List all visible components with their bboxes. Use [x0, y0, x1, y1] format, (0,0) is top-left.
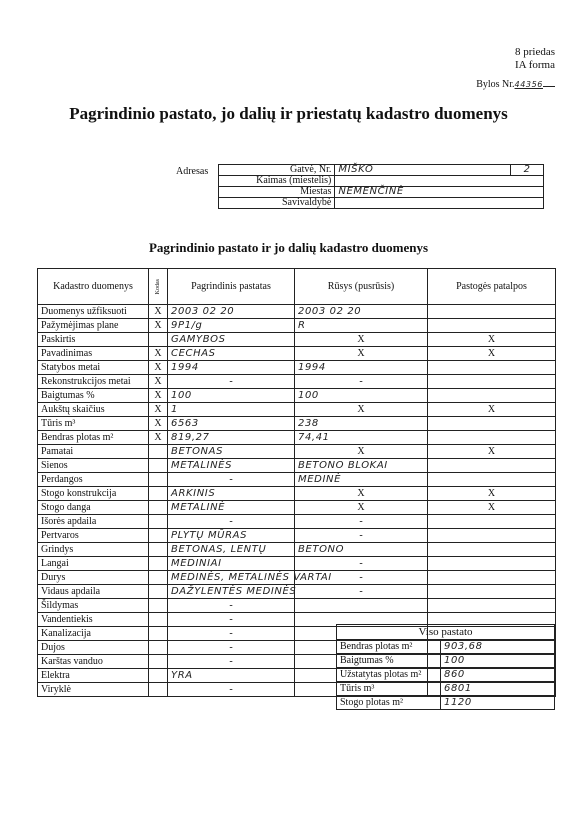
- viso-row: [337, 682, 555, 696]
- row-pastoge: [428, 599, 556, 613]
- table-row: [38, 389, 556, 403]
- row-kodas: [149, 613, 168, 627]
- table-header-row: [38, 269, 556, 305]
- address-row-value: [335, 176, 544, 187]
- table-row: [38, 445, 556, 459]
- address-row: [219, 176, 544, 187]
- row-kodas: X: [149, 305, 168, 319]
- row-label: Kanalizacija: [38, 627, 149, 641]
- table-row: [38, 543, 556, 557]
- row-pagrindinis: 9P1/g: [168, 319, 295, 333]
- address-row-number: 2: [511, 165, 544, 176]
- bylos-line: [476, 78, 555, 91]
- row-label: Karštas vanduo: [38, 655, 149, 669]
- table-row: [38, 417, 556, 431]
- row-kodas: X: [149, 347, 168, 361]
- viso-row-value: 1120: [441, 696, 555, 710]
- row-pastoge: [428, 361, 556, 375]
- row-pagrindinis: -: [168, 515, 295, 529]
- row-pagrindinis: YRA: [168, 669, 295, 683]
- row-pagrindinis: DAŽYLENTĖS MEDINĖS: [168, 585, 295, 599]
- row-pastoge: [428, 389, 556, 403]
- row-rusys: X: [295, 487, 428, 501]
- row-pastoge: X: [428, 333, 556, 347]
- row-pagrindinis: 2003 02 20: [168, 305, 295, 319]
- row-rusys: MEDINĖ: [295, 473, 428, 487]
- row-kodas: X: [149, 417, 168, 431]
- table-row: [38, 319, 556, 333]
- table-row: [38, 305, 556, 319]
- row-pastoge: [428, 585, 556, 599]
- row-rusys: R: [295, 319, 428, 333]
- table-row: [38, 585, 556, 599]
- row-rusys: -: [295, 515, 428, 529]
- viso-row: [337, 654, 555, 668]
- row-kodas: X: [149, 389, 168, 403]
- table-row: [38, 571, 556, 585]
- table-row: [38, 375, 556, 389]
- row-pagrindinis: MEDINĖS, METALINĖS VARTAI: [168, 571, 295, 585]
- row-pagrindinis: -: [168, 641, 295, 655]
- row-pastoge: X: [428, 487, 556, 501]
- row-pagrindinis: 819,27: [168, 431, 295, 445]
- row-pastoge: [428, 417, 556, 431]
- address-row: [219, 165, 544, 176]
- row-rusys: -: [295, 375, 428, 389]
- section-subtitle: Pagrindinio pastato ir jo dalių kadastro duomenys: [148, 240, 429, 255]
- address-row-value: [335, 198, 544, 209]
- row-rusys: X: [295, 501, 428, 515]
- row-label: Stogo konstrukcija: [38, 487, 149, 501]
- row-label: Baigtumas %: [38, 389, 149, 403]
- address-table: [218, 164, 544, 209]
- row-label: Statybos metai: [38, 361, 149, 375]
- table-row: [38, 599, 556, 613]
- col-header-pastoge: Pastogės patalpos: [428, 269, 556, 305]
- row-rusys: 2003 02 20: [295, 305, 428, 319]
- viso-row-label: Stogo plotas m²: [337, 696, 441, 710]
- row-label: Vidaus apdaila: [38, 585, 149, 599]
- viso-title: Viso pastato: [337, 625, 555, 640]
- row-pagrindinis: BETONAS, LENTŲ: [168, 543, 295, 557]
- row-kodas: [149, 487, 168, 501]
- bylos-label: Bylos Nr.: [476, 79, 515, 90]
- row-pagrindinis: -: [168, 627, 295, 641]
- row-pagrindinis: MEDINIAI: [168, 557, 295, 571]
- row-label: Vandentiekis: [38, 613, 149, 627]
- row-label: Durys: [38, 571, 149, 585]
- row-pastoge: [428, 375, 556, 389]
- row-pastoge: [428, 571, 556, 585]
- row-pastoge: [428, 459, 556, 473]
- row-rusys: 74,41: [295, 431, 428, 445]
- table-row: [38, 361, 556, 375]
- row-pagrindinis: -: [168, 473, 295, 487]
- row-label: Aukštų skaičius: [38, 403, 149, 417]
- viso-body: [337, 640, 555, 710]
- row-kodas: [149, 627, 168, 641]
- row-label: Stogo danga: [38, 501, 149, 515]
- row-kodas: [149, 333, 168, 347]
- row-kodas: X: [149, 431, 168, 445]
- col-header-kadastro: Kadastro duomenys: [38, 269, 149, 305]
- row-kodas: [149, 557, 168, 571]
- header-block: [476, 46, 555, 91]
- table-row: [38, 487, 556, 501]
- row-rusys: X: [295, 333, 428, 347]
- row-pastoge: X: [428, 501, 556, 515]
- table-row: [38, 403, 556, 417]
- row-pagrindinis: METALINĖ: [168, 501, 295, 515]
- row-kodas: X: [149, 361, 168, 375]
- address-row-label: Miestas: [219, 187, 335, 198]
- row-kodas: [149, 501, 168, 515]
- row-label: Rekonstrukcijos metai: [38, 375, 149, 389]
- viso-row-label: Tūris m³: [337, 682, 441, 696]
- row-pagrindinis: -: [168, 375, 295, 389]
- row-rusys: X: [295, 403, 428, 417]
- address-row: [219, 187, 544, 198]
- address-row-value: NEMENČINĖ: [335, 187, 544, 198]
- row-label: Išorės apdaila: [38, 515, 149, 529]
- table-row: [38, 515, 556, 529]
- table-row: [38, 431, 556, 445]
- row-kodas: [149, 599, 168, 613]
- row-pastoge: X: [428, 403, 556, 417]
- row-pastoge: [428, 473, 556, 487]
- row-kodas: [149, 473, 168, 487]
- row-label: Bendras plotas m²: [38, 431, 149, 445]
- row-pagrindinis: METALINĖS: [168, 459, 295, 473]
- row-kodas: [149, 683, 168, 697]
- row-label: Pamatai: [38, 445, 149, 459]
- row-rusys: X: [295, 445, 428, 459]
- row-pastoge: X: [428, 445, 556, 459]
- row-rusys: BETONO BLOKAI: [295, 459, 428, 473]
- viso-row-value: 100: [441, 654, 555, 668]
- viso-row-label: Baigtumas %: [337, 654, 441, 668]
- row-pastoge: [428, 529, 556, 543]
- viso-row: [337, 696, 555, 710]
- viso-row-label: Bendras plotas m²: [337, 640, 441, 654]
- row-kodas: [149, 571, 168, 585]
- col-header-pagrindinis: Pagrindinis pastatas: [168, 269, 295, 305]
- row-rusys: 238: [295, 417, 428, 431]
- row-pagrindinis: PLYTŲ MŪRAS: [168, 529, 295, 543]
- row-label: Perdangos: [38, 473, 149, 487]
- row-rusys: BETONO: [295, 543, 428, 557]
- row-pagrindinis: 6563: [168, 417, 295, 431]
- row-kodas: [149, 585, 168, 599]
- row-pagrindinis: ARKINIS: [168, 487, 295, 501]
- row-pagrindinis: -: [168, 655, 295, 669]
- row-kodas: [149, 543, 168, 557]
- row-label: Duomenys užfiksuoti: [38, 305, 149, 319]
- row-pagrindinis: 100: [168, 389, 295, 403]
- row-pagrindinis: -: [168, 613, 295, 627]
- row-kodas: X: [149, 375, 168, 389]
- row-pastoge: [428, 557, 556, 571]
- row-label: Pažymėjimas plane: [38, 319, 149, 333]
- row-label: Tūris m³: [38, 417, 149, 431]
- row-kodas: [149, 655, 168, 669]
- row-pagrindinis: -: [168, 599, 295, 613]
- row-rusys: -: [295, 585, 428, 599]
- forma-label: IA forma: [514, 59, 555, 71]
- table-row: [38, 347, 556, 361]
- row-pagrindinis: BETONAS: [168, 445, 295, 459]
- row-rusys: 1994: [295, 361, 428, 375]
- row-kodas: [149, 445, 168, 459]
- row-label: Paskirtis: [38, 333, 149, 347]
- table-row: [38, 333, 556, 347]
- col-header-kodas: [149, 269, 168, 305]
- viso-pastato-table: [336, 624, 555, 710]
- viso-row-value: 903,68: [441, 640, 555, 654]
- address-label: Adresas: [176, 166, 209, 177]
- row-kodas: [149, 641, 168, 655]
- address-row-label: Kaimas (miestelis): [219, 176, 335, 187]
- row-pagrindinis: 1: [168, 403, 295, 417]
- row-rusys: -: [295, 529, 428, 543]
- viso-row: [337, 668, 555, 682]
- table-row: [38, 459, 556, 473]
- row-kodas: X: [149, 403, 168, 417]
- priedas-label: 8 priedas: [514, 46, 555, 58]
- viso-row-label: Užstatytas plotas m²: [337, 668, 441, 682]
- row-label: Dujos: [38, 641, 149, 655]
- row-pagrindinis: CECHAS: [168, 347, 295, 361]
- row-label: Pavadinimas: [38, 347, 149, 361]
- row-rusys: 100: [295, 389, 428, 403]
- row-label: Langai: [38, 557, 149, 571]
- row-kodas: [149, 529, 168, 543]
- address-row: [219, 198, 544, 209]
- row-rusys: [295, 599, 428, 613]
- table-row: [38, 473, 556, 487]
- table-row: [38, 529, 556, 543]
- row-pastoge: [428, 543, 556, 557]
- bylos-number: 44356: [514, 80, 543, 89]
- table-row: [38, 557, 556, 571]
- row-rusys: -: [295, 571, 428, 585]
- viso-row-value: 860: [441, 668, 555, 682]
- row-kodas: [149, 669, 168, 683]
- address-row-label: Savivaldybė: [219, 198, 335, 209]
- row-label: Elektra: [38, 669, 149, 683]
- viso-row-value: 6801: [441, 682, 555, 696]
- row-pastoge: [428, 305, 556, 319]
- row-pastoge: [428, 515, 556, 529]
- row-pastoge: [428, 319, 556, 333]
- row-kodas: [149, 459, 168, 473]
- row-label: Sienos: [38, 459, 149, 473]
- address-row-label: Gatvė, Nr.: [219, 165, 335, 176]
- bylos-underline: [543, 86, 555, 87]
- row-pagrindinis: GAMYBOS: [168, 333, 295, 347]
- row-label: Pertvaros: [38, 529, 149, 543]
- row-rusys: X: [295, 347, 428, 361]
- row-pastoge: X: [428, 347, 556, 361]
- col-header-rusys: Rūsys (pusrūsis): [295, 269, 428, 305]
- row-kodas: X: [149, 319, 168, 333]
- row-label: Grindys: [38, 543, 149, 557]
- row-pagrindinis: 1994: [168, 361, 295, 375]
- row-kodas: [149, 515, 168, 529]
- row-pastoge: [428, 431, 556, 445]
- col-header-kodas-text: Kodas: [155, 278, 161, 295]
- viso-header-row: [337, 625, 555, 640]
- page-title: Pagrindinio pastato, jo dalių ir priestatų kadastro duomenys: [69, 104, 508, 123]
- address-row-value: MIŠKO: [335, 165, 511, 176]
- row-label: Viryklė: [38, 683, 149, 697]
- viso-row: [337, 640, 555, 654]
- row-pagrindinis: -: [168, 683, 295, 697]
- row-rusys: -: [295, 557, 428, 571]
- table-row: [38, 501, 556, 515]
- row-label: Šildymas: [38, 599, 149, 613]
